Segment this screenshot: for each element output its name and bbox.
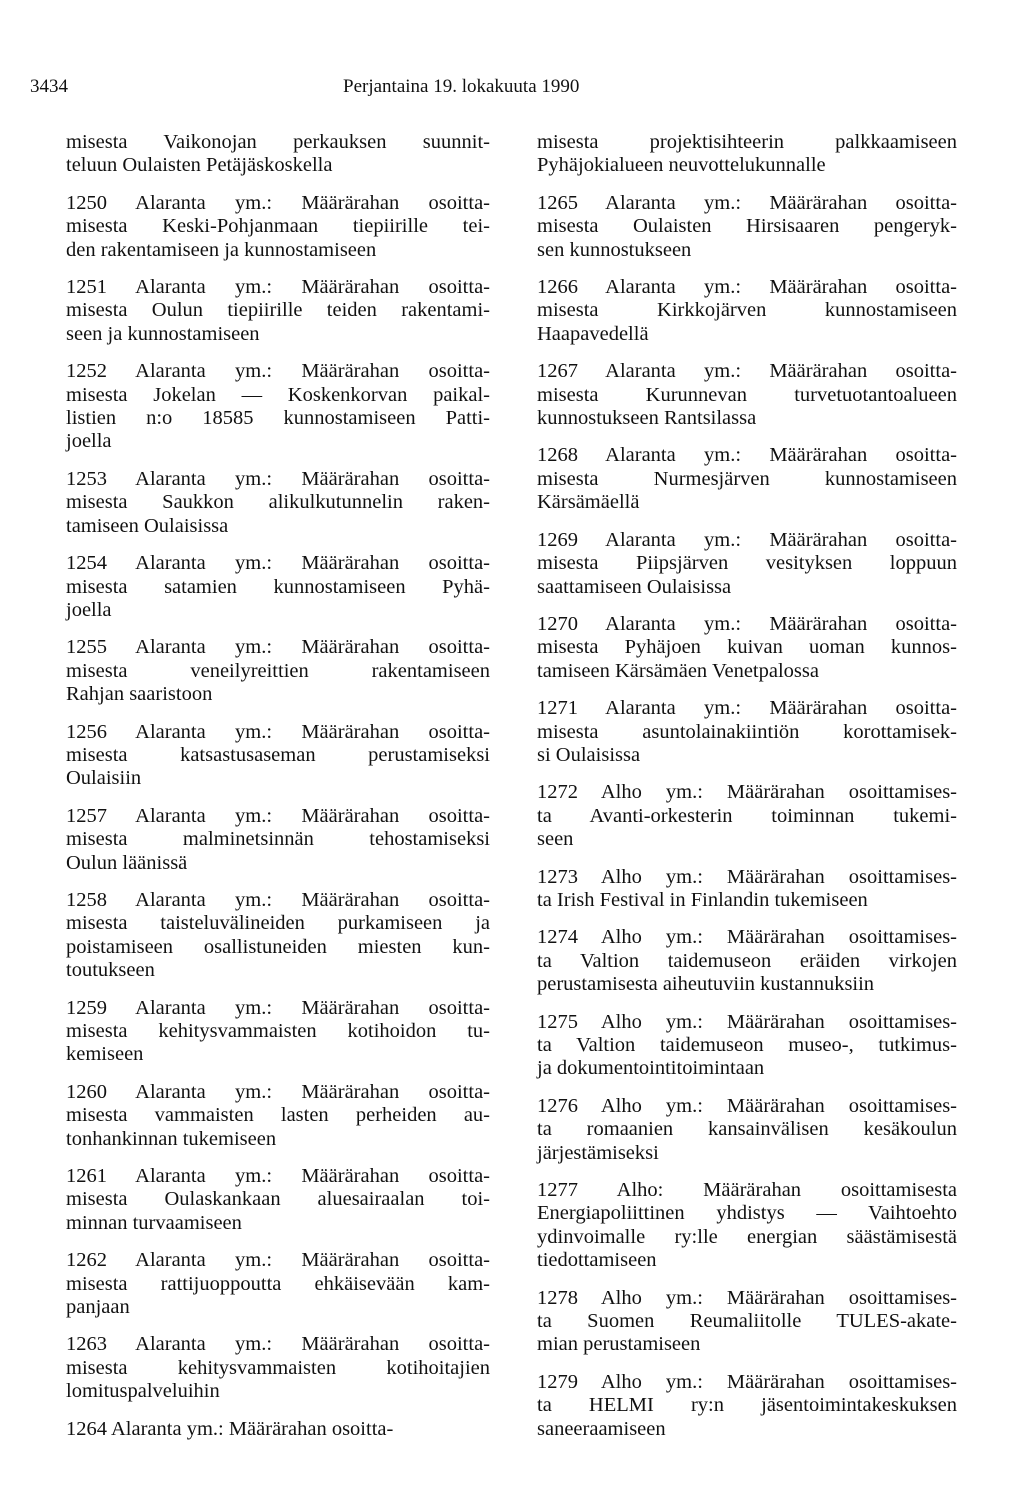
- motion-entry: [537, 1287, 957, 1357]
- text-line: misesta vammaisten lasten perheiden au-: [66, 1104, 490, 1127]
- text-line: misesta projektisihteerin palkkaamiseen: [537, 131, 957, 153]
- text-line: kemiseen: [66, 1043, 144, 1066]
- text-line: misesta Nurmesjärven kunnostamiseen: [537, 467, 957, 490]
- text-line: misesta taisteluvälineiden purkamiseen ja: [66, 912, 490, 935]
- text-line: ta HELMI ry:n jäsentoimintakeskuksen: [537, 1394, 957, 1417]
- text-line: 1264 Alaranta ym.: Määrärahan osoitta-: [66, 1417, 394, 1440]
- text-line: misesta Piipsjärven vesityksen loppuun: [537, 552, 957, 575]
- motion-entry: [66, 1165, 490, 1235]
- text-line: kunnostukseen Rantsilassa: [537, 407, 757, 430]
- motion-entry: [66, 997, 490, 1067]
- motion-entry: [66, 889, 490, 983]
- text-line: toutukseen: [66, 959, 155, 982]
- text-line: 1275 Alho ym.: Määrärahan osoittamises-: [537, 1010, 957, 1033]
- text-line: misesta Keski-Pohjanmaan tiepiirille tei-: [66, 215, 490, 238]
- text-line: 1267 Alaranta ym.: Määrärahan osoitta-: [537, 360, 957, 383]
- text-line: tamiseen Oulaisissa: [66, 514, 229, 537]
- text-line: ta Irish Festival in Finlandin tukemiseen: [537, 888, 868, 911]
- motion-entry: [66, 636, 490, 706]
- text-line: Oulaisiin: [66, 767, 142, 790]
- text-line: saneeraamiseen: [537, 1417, 666, 1440]
- text-line: Rahjan saaristoon: [66, 683, 213, 706]
- motion-entry: [537, 360, 957, 430]
- text-line: ta Valtion taidemuseon museo-, tutkimus-: [537, 1034, 957, 1056]
- text-line: Kärsämäellä: [537, 491, 640, 514]
- text-line: Pyhäjokialueen neuvottelukunnalle: [537, 154, 826, 177]
- text-line: 1253 Alaranta ym.: Määrärahan osoitta-: [66, 467, 490, 490]
- text-line: ja dokumentointitoimintaan: [537, 1057, 765, 1080]
- text-line: misesta satamien kunnostamiseen Pyhä-: [66, 575, 490, 598]
- text-line: 1252 Alaranta ym.: Määrärahan osoitta-: [66, 360, 490, 383]
- text-line: misesta Oulaskankaan aluesairaalan toi-: [66, 1188, 490, 1211]
- motion-entry: [537, 1095, 957, 1165]
- text-line: 1277 Alho: Määrärahan osoittamisesta: [537, 1179, 957, 1202]
- text-line: 1268 Alaranta ym.: Määrärahan osoitta-: [537, 444, 957, 467]
- motion-entry: [66, 468, 490, 538]
- text-line: lomituspalveluihin: [66, 1380, 220, 1403]
- text-line: 1259 Alaranta ym.: Määrärahan osoitta-: [66, 996, 490, 1019]
- text-line: panjaan: [66, 1296, 130, 1319]
- text-line: 1256 Alaranta ym.: Määrärahan osoitta-: [66, 720, 490, 743]
- text-line: 1255 Alaranta ym.: Määrärahan osoitta-: [66, 636, 490, 659]
- text-line: misesta malminetsinnän tehostamiseksi: [66, 828, 490, 851]
- text-line: Haapavedellä: [537, 322, 649, 345]
- text-line: poistamiseen osallistuneiden miesten kun-: [66, 935, 490, 958]
- motion-entry: [66, 360, 490, 454]
- right-column: [537, 131, 957, 1455]
- motion-entry: [537, 697, 957, 767]
- text-line: 1257 Alaranta ym.: Määrärahan osoitta-: [66, 804, 490, 827]
- text-line: joella: [66, 430, 112, 453]
- motion-entry: [66, 1333, 490, 1403]
- text-line: ta Valtion taidemuseon eräiden virkojen: [537, 949, 957, 972]
- text-line: järjestämiseksi: [537, 1141, 659, 1164]
- text-line: joella: [66, 598, 112, 621]
- text-line: tiedottamiseen: [537, 1249, 657, 1272]
- text-line: 1260 Alaranta ym.: Määrärahan osoitta-: [66, 1080, 490, 1103]
- motion-entry: [66, 131, 490, 178]
- motion-entry: [537, 1179, 957, 1273]
- text-line: 1272 Alho ym.: Määrärahan osoittamises-: [537, 781, 957, 804]
- motion-entry: [66, 276, 490, 346]
- text-line: ydinvoimalle ry:lle energian säästämisestä: [537, 1225, 957, 1248]
- text-line: misesta kehitysvammaisten kotihoitajien: [66, 1356, 490, 1379]
- motion-entry: [66, 1249, 490, 1319]
- motion-entry: [66, 805, 490, 875]
- text-line: 1269 Alaranta ym.: Määrärahan osoitta-: [537, 528, 957, 551]
- motion-entry: [537, 1011, 957, 1081]
- text-line: ta romaanien kansainvälisen kesäkoulun: [537, 1118, 957, 1141]
- text-line: misesta kehitysvammaisten kotihoidon tu-: [66, 1020, 490, 1042]
- motion-entry: [66, 721, 490, 791]
- text-line: ta Avanti-orkesterin toiminnan tukemi-: [537, 804, 957, 827]
- text-line: minnan turvaamiseen: [66, 1211, 242, 1234]
- text-line: 1274 Alho ym.: Määrärahan osoittamises-: [537, 926, 957, 949]
- text-line: seen ja kunnostamiseen: [66, 322, 260, 345]
- text-line: 1265 Alaranta ym.: Määrärahan osoitta-: [537, 191, 957, 214]
- text-line: teluun Oulaisten Petäjäskoskella: [66, 154, 333, 177]
- text-line: sen kunnostukseen: [537, 238, 692, 261]
- page-header: [30, 76, 990, 106]
- text-line: seen: [537, 828, 574, 851]
- motion-entry: [537, 781, 957, 851]
- text-line: listien n:o 18585 kunnostamiseen Patti-: [66, 407, 490, 430]
- text-line: 1270 Alaranta ym.: Määrärahan osoitta-: [537, 612, 957, 635]
- text-line: ta Suomen Reumaliitolle TULES-akate-: [537, 1310, 957, 1333]
- motion-entry: [537, 866, 957, 913]
- text-line: saattamiseen Oulaisissa: [537, 575, 732, 598]
- motion-entry: [537, 276, 957, 346]
- text-line: misesta Vaikonojan perkauksen suunnit-: [66, 131, 490, 153]
- text-line: misesta Pyhäjoen kuivan uoman kunnos-: [537, 636, 957, 659]
- text-line: misesta Kurunnevan turvetuotantoalueen: [537, 383, 957, 406]
- text-line: misesta Oulun tiepiirille teiden rakentami-: [66, 299, 490, 322]
- text-line: 1266 Alaranta ym.: Määrärahan osoitta-: [537, 276, 957, 299]
- motion-entry: [66, 192, 490, 262]
- text-line: misesta Jokelan — Koskenkorvan paikal-: [66, 383, 490, 406]
- text-line: 1279 Alho ym.: Määrärahan osoittamises-: [537, 1370, 957, 1393]
- text-line: 1263 Alaranta ym.: Määrärahan osoitta-: [66, 1333, 490, 1356]
- text-line: 1278 Alho ym.: Määrärahan osoittamises-: [537, 1286, 957, 1309]
- motion-entry: [537, 192, 957, 262]
- text-line: misesta Oulaisten Hirsisaaren pengeryk-: [537, 215, 957, 238]
- text-line: 1251 Alaranta ym.: Määrärahan osoitta-: [66, 276, 490, 299]
- motion-entry: [537, 529, 957, 599]
- text-line: misesta katsastusaseman perustamiseksi: [66, 743, 490, 766]
- text-line: 1276 Alho ym.: Määrärahan osoittamises-: [537, 1094, 957, 1117]
- text-line: Oulun läänissä: [66, 851, 188, 874]
- text-line: misesta Saukkon alikulkutunnelin raken-: [66, 491, 490, 514]
- text-line: mian perustamiseen: [537, 1333, 701, 1356]
- text-line: misesta veneilyreittien rakentamiseen: [66, 659, 490, 682]
- motion-entry: [66, 1418, 490, 1441]
- motion-entry: [537, 131, 957, 178]
- left-column: [66, 131, 490, 1455]
- running-head: Perjantaina 19. lokakuuta 1990: [343, 76, 580, 97]
- text-line: perustamisesta aiheutuviin kustannuksiin: [537, 973, 875, 996]
- motion-entry: [537, 444, 957, 514]
- text-line: misesta rattijuoppoutta ehkäisevään kam-: [66, 1272, 490, 1295]
- text-line: 1262 Alaranta ym.: Määrärahan osoitta-: [66, 1249, 490, 1272]
- text-line: 1254 Alaranta ym.: Määrärahan osoitta-: [66, 552, 490, 575]
- text-line: tamiseen Kärsämäen Venetpalossa: [537, 659, 819, 682]
- motion-entry: [537, 613, 957, 683]
- text-line: Energiapoliittinen yhdistys — Vaihtoehto: [537, 1202, 957, 1225]
- text-line: 1250 Alaranta ym.: Määrärahan osoitta-: [66, 191, 490, 214]
- text-line: 1261 Alaranta ym.: Määrärahan osoitta-: [66, 1165, 490, 1188]
- text-line: misesta Kirkkojärven kunnostamiseen: [537, 299, 957, 322]
- text-line: tonhankinnan tukemiseen: [66, 1127, 277, 1150]
- text-line: 1258 Alaranta ym.: Määrärahan osoitta-: [66, 888, 490, 911]
- text-line: si Oulaisissa: [537, 743, 641, 766]
- motion-entry: [66, 1081, 490, 1151]
- text-line: den rakentamiseen ja kunnostamiseen: [66, 238, 377, 261]
- text-line: 1271 Alaranta ym.: Määrärahan osoitta-: [537, 697, 957, 720]
- page-number: 3434: [30, 76, 68, 97]
- motion-entry: [537, 926, 957, 996]
- motion-entry: [66, 552, 490, 622]
- motion-entry: [537, 1371, 957, 1441]
- text-line: misesta asuntolainakiintiön korottamisek-: [537, 720, 957, 743]
- text-line: 1273 Alho ym.: Määrärahan osoittamises-: [537, 865, 957, 888]
